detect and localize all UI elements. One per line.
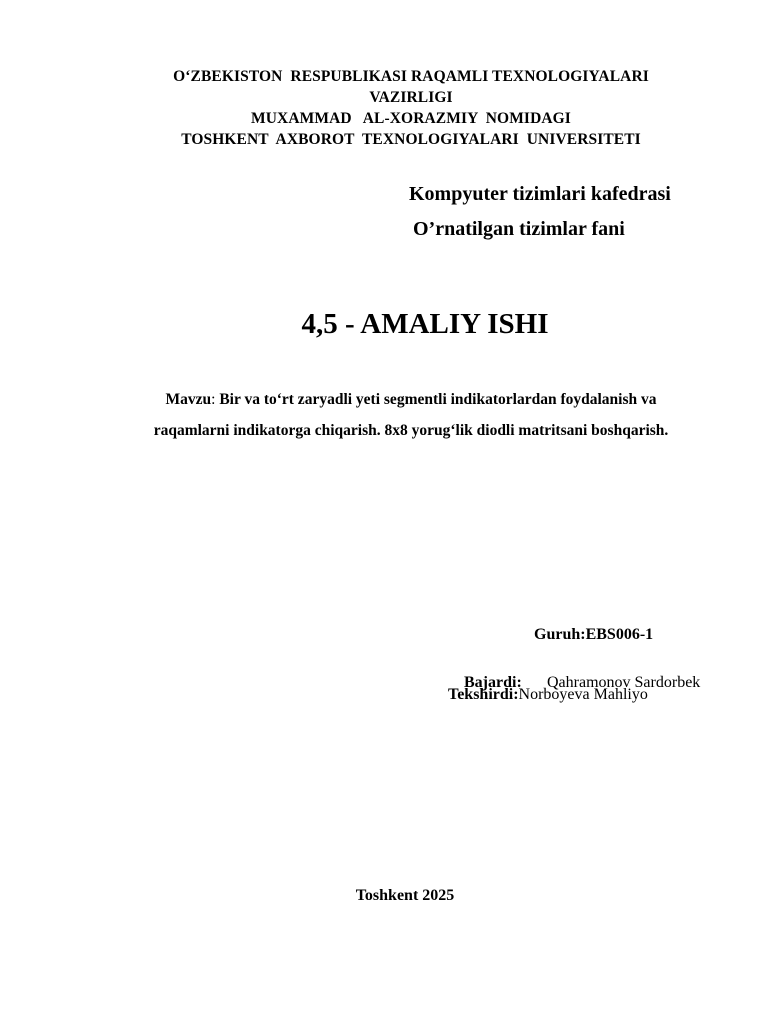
document-title: 4,5 - AMALIY ISHI	[301, 308, 549, 340]
subject-name: O’rnatilgan tizimlar fani	[413, 218, 625, 240]
department-name: Kompyuter tizimlari kafedrasi	[409, 183, 671, 205]
performed-by-label: Bajardi:	[464, 674, 522, 691]
student-name: Qahramonov Sardorbek	[547, 674, 701, 691]
city-year: Toshkent 2025	[355, 887, 455, 904]
topic-label: Mavzu	[165, 391, 212, 408]
university-line-2: TOSHKENT AXBOROT TEXNOLOGIYALARI UNIVERSITETI	[181, 131, 641, 148]
teacher-name: Norboyeva Mahliyo	[518, 686, 648, 703]
topic-colon: :	[211, 391, 220, 408]
topic-text-1: Bir va to‘rt zaryadli yeti segmentli indikatorlardan foydalanish va	[219, 391, 657, 408]
checked-by-row	[448, 686, 648, 704]
topic-line-2: raqamlarni indikatorga chiqarish. 8x8 yorug‘lik diodli matritsani boshqarish.	[153, 422, 669, 439]
ministry-line-1: O‘ZBEKISTON RESPUBLIKASI RAQAMLI TEXNOLOGIYALARI	[173, 68, 649, 85]
ministry-line-2: VAZIRLIGI	[369, 89, 453, 106]
topic-line-1	[0, 391, 768, 409]
checked-by-label: Tekshirdi:	[448, 686, 519, 703]
university-line-1: MUXAMMAD AL-XORAZMIY NOMIDAGI	[251, 110, 571, 127]
group-info: Guruh:EBS006-1	[534, 626, 654, 643]
